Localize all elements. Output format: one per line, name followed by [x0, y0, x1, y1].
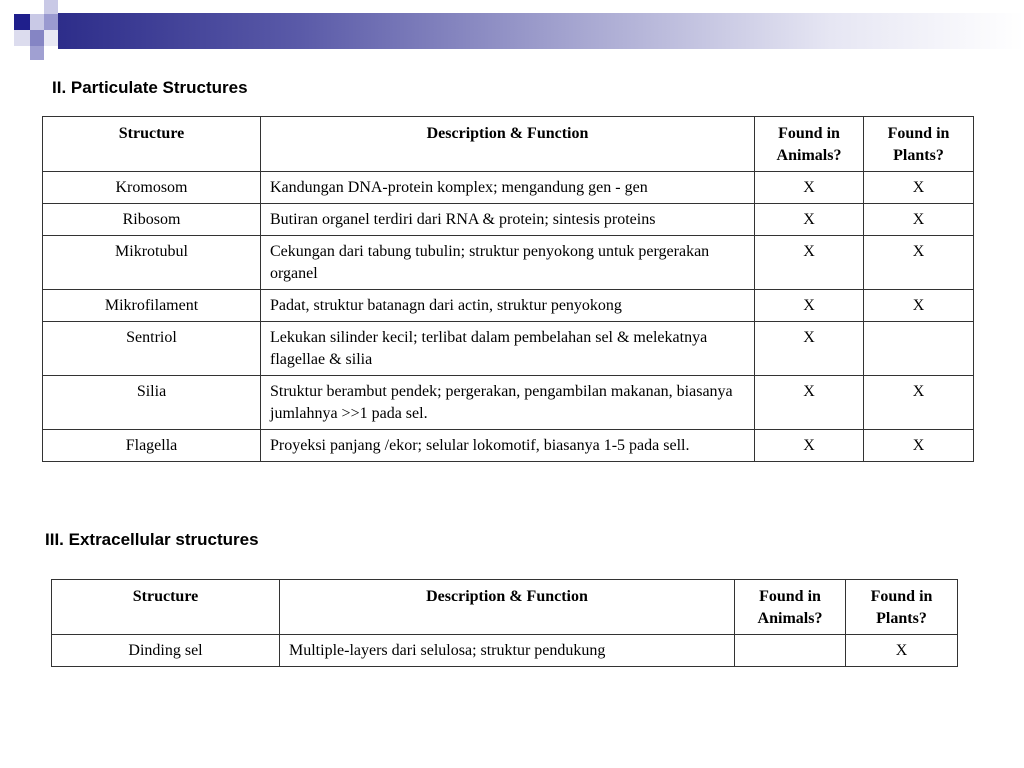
cell-structure: Mikrotubul — [43, 236, 261, 290]
table-row — [43, 172, 974, 204]
header-plants: Found in Plants? — [846, 580, 958, 635]
cell-animals: X — [755, 236, 864, 290]
table-row — [43, 322, 974, 376]
cell-structure: Ribosom — [43, 204, 261, 236]
decor-square — [44, 30, 58, 46]
cell-plants: X — [864, 290, 974, 322]
cell-structure: Mikrofilament — [43, 290, 261, 322]
table-row — [43, 430, 974, 462]
decor-square — [14, 14, 30, 30]
cell-description: Multiple-layers dari selulosa; struktur pendukung — [280, 635, 735, 667]
cell-animals — [735, 635, 846, 667]
header-plants: Found in Plants? — [864, 117, 974, 172]
cell-description: Butiran organel terdiri dari RNA & protein; sintesis proteins — [261, 204, 755, 236]
cell-description: Padat, struktur batanagn dari actin, struktur penyokong — [261, 290, 755, 322]
cell-animals: X — [755, 172, 864, 204]
cell-description: Cekungan dari tabung tubulin; struktur penyokong untuk pergerakan organel — [261, 236, 755, 290]
cell-structure: Flagella — [43, 430, 261, 462]
cell-description: Struktur berambut pendek; pergerakan, pengambilan makanan, biasanya jumlahnya >>1 pada sel. — [261, 376, 755, 430]
slide-header-decoration — [0, 0, 1024, 64]
decor-square — [44, 0, 58, 14]
header-description: Description & Function — [261, 117, 755, 172]
table-header-row — [43, 117, 974, 172]
section-heading-extracellular: III. Extracellular structures — [45, 530, 259, 549]
cell-plants: X — [864, 204, 974, 236]
cell-plants: X — [864, 172, 974, 204]
cell-description: Proyeksi panjang /ekor; selular lokomotif, biasanya 1-5 pada sell. — [261, 430, 755, 462]
cell-structure: Kromosom — [43, 172, 261, 204]
cell-plants: X — [864, 376, 974, 430]
header-structure: Structure — [52, 580, 280, 635]
header-structure: Structure — [43, 117, 261, 172]
table-row — [52, 635, 958, 667]
section-heading-particulate: II. Particulate Structures — [52, 78, 248, 97]
cell-animals: X — [755, 290, 864, 322]
header-description: Description & Function — [280, 580, 735, 635]
table-row — [43, 290, 974, 322]
decor-square — [30, 46, 44, 60]
cell-description: Kandungan DNA-protein komplex; mengandung gen - gen — [261, 172, 755, 204]
extracellular-structures-table — [51, 579, 958, 667]
decor-square — [30, 30, 44, 46]
decor-square — [14, 30, 30, 46]
cell-plants — [864, 322, 974, 376]
cell-animals: X — [755, 430, 864, 462]
table-row — [43, 236, 974, 290]
header-animals: Found in Animals? — [735, 580, 846, 635]
cell-plants: X — [846, 635, 958, 667]
header-animals: Found in Animals? — [755, 117, 864, 172]
cell-animals: X — [755, 376, 864, 430]
table-row — [43, 204, 974, 236]
cell-structure: Dinding sel — [52, 635, 280, 667]
cell-structure: Silia — [43, 376, 261, 430]
decor-square — [30, 14, 44, 30]
particulate-structures-table — [42, 116, 974, 462]
table-row — [43, 376, 974, 430]
decor-square — [44, 14, 58, 30]
header-gradient-bar — [58, 13, 1024, 49]
cell-description: Lekukan silinder kecil; terlibat dalam pembelahan sel & melekatnya flagellae & silia — [261, 322, 755, 376]
cell-animals: X — [755, 322, 864, 376]
cell-plants: X — [864, 236, 974, 290]
cell-animals: X — [755, 204, 864, 236]
cell-plants: X — [864, 430, 974, 462]
cell-structure: Sentriol — [43, 322, 261, 376]
table-header-row — [52, 580, 958, 635]
